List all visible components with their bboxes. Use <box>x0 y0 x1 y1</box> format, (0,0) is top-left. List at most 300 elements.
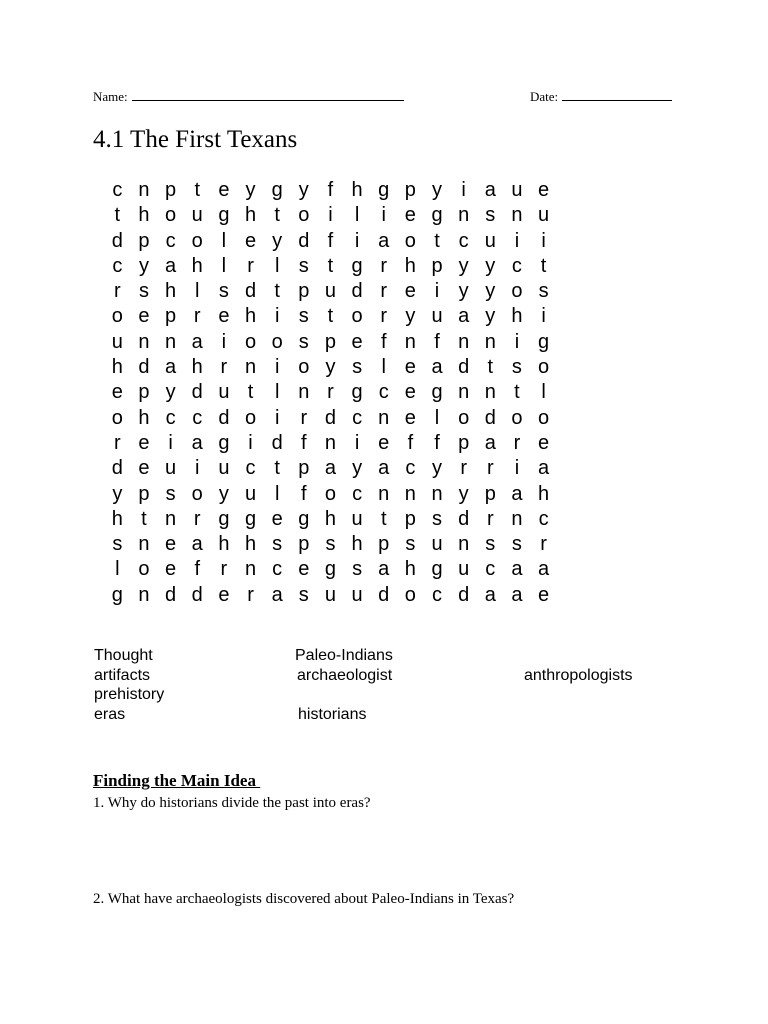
grid-letter: p <box>324 330 336 353</box>
grid-letter: g <box>431 558 443 581</box>
grid-letter: a <box>165 254 177 277</box>
grid-letter: h <box>165 280 177 303</box>
grid-letter: o <box>244 406 257 429</box>
grid-letter: h <box>351 179 363 201</box>
grid-letter: y <box>165 381 176 404</box>
grid-letter: g <box>378 179 390 201</box>
date-row <box>530 88 672 105</box>
grid-letter: y <box>138 254 149 277</box>
grid-letter: y <box>272 229 283 252</box>
grid-letter: s <box>432 507 442 530</box>
grid-letter: i <box>221 330 227 353</box>
grid-letter: s <box>112 533 123 556</box>
grid-letter: a <box>511 558 523 581</box>
grid-letter: a <box>378 229 390 252</box>
grid-letter: y <box>485 280 496 303</box>
grid-letter: s <box>298 305 309 328</box>
grid-row <box>104 456 664 481</box>
grid-letter: r <box>460 457 467 480</box>
grid-letter: g <box>538 330 550 353</box>
grid-row <box>104 406 664 431</box>
grid-letter: c <box>272 558 283 581</box>
grid-letter: t <box>514 381 520 404</box>
grid-letter: r <box>113 280 121 303</box>
grid-letter: p <box>165 179 177 201</box>
grid-letter: h <box>244 533 257 556</box>
grid-letter: d <box>458 356 470 379</box>
grid-letter: g <box>271 179 283 201</box>
grid-letter: o <box>138 558 150 581</box>
grid-letter: a <box>378 457 390 480</box>
grid-letter: e <box>538 179 550 201</box>
grid-letter: l <box>195 280 200 303</box>
grid-letter: i <box>354 229 360 252</box>
grid-letter: y <box>485 305 496 328</box>
grid-letter: o <box>404 229 416 252</box>
grid-letter: i <box>541 229 546 252</box>
grid-letter: f <box>434 330 440 353</box>
grid-letter: r <box>486 457 494 480</box>
grid-letter: s <box>405 533 416 556</box>
grid-letter: h <box>191 254 203 277</box>
grid-letter: u <box>458 558 470 581</box>
grid-letter: c <box>352 406 363 429</box>
grid-row <box>104 330 664 355</box>
grid-letter: r <box>380 254 388 277</box>
grid-letter: r <box>193 507 201 530</box>
grid-letter: r <box>327 381 334 404</box>
grid-letter: a <box>271 583 283 606</box>
grid-letter: l <box>381 356 386 379</box>
grid-letter: i <box>461 179 466 201</box>
page-title: 4.1 The First Texans <box>93 126 298 153</box>
grid-letter: t <box>141 507 147 530</box>
grid-letter: n <box>458 330 470 353</box>
grid-letter: s <box>352 558 363 581</box>
grid-letter: l <box>541 381 546 404</box>
grid-letter: r <box>380 280 388 303</box>
grid-letter: g <box>218 204 230 227</box>
grid-letter: e <box>404 406 416 429</box>
grid-letter: p <box>378 533 390 556</box>
grid-letter: o <box>271 330 283 353</box>
grid-letter: o <box>458 406 470 429</box>
grid-letter: r <box>220 558 228 581</box>
grid-letter: e <box>538 431 550 454</box>
word-bank-item: Paleo-Indians <box>295 647 393 664</box>
grid-letter: c <box>432 583 442 606</box>
grid-row <box>104 279 664 304</box>
grid-letter: d <box>165 583 177 606</box>
grid-letter: i <box>541 305 546 328</box>
grid-letter: y <box>432 179 442 201</box>
grid-letter: p <box>165 305 177 328</box>
grid-letter: p <box>431 254 443 277</box>
grid-letter: s <box>298 254 309 277</box>
grid-letter: a <box>458 305 470 328</box>
grid-letter: n <box>458 204 470 227</box>
grid-letter: i <box>274 356 280 379</box>
grid-letter: n <box>244 558 257 581</box>
question-1: 1. Why do historians divide the past into eras? <box>93 795 371 811</box>
grid-letter: o <box>165 204 177 227</box>
grid-letter: f <box>301 482 307 505</box>
grid-letter: e <box>138 305 150 328</box>
grid-letter: e <box>404 204 416 227</box>
grid-letter: l <box>221 229 227 252</box>
grid-letter: e <box>165 558 177 581</box>
grid-letter: p <box>484 482 496 505</box>
grid-letter: n <box>165 330 177 353</box>
grid-letter: u <box>431 533 443 556</box>
grid-letter: d <box>351 280 363 303</box>
grid-letter: n <box>484 381 496 404</box>
grid-letter: d <box>111 229 123 252</box>
grid-letter: r <box>220 356 228 379</box>
grid-letter: u <box>244 482 257 505</box>
grid-row <box>104 482 664 507</box>
grid-letter: o <box>111 406 123 429</box>
grid-letter: u <box>538 204 550 227</box>
grid-letter: n <box>138 533 150 556</box>
grid-letter: e <box>351 330 363 353</box>
grid-letter: o <box>191 482 203 505</box>
grid-letter: s <box>272 533 283 556</box>
grid-letter: a <box>324 457 336 480</box>
grid-letter: a <box>511 482 523 505</box>
grid-letter: s <box>352 356 363 379</box>
grid-letter: r <box>540 533 547 556</box>
grid-letter: c <box>112 179 123 201</box>
grid-row <box>104 304 664 329</box>
grid-letter: l <box>434 406 440 429</box>
grid-row <box>104 507 664 532</box>
grid-letter: a <box>484 179 496 201</box>
grid-letter: i <box>434 280 440 303</box>
grid-letter: n <box>378 482 390 505</box>
grid-letter: t <box>274 457 280 480</box>
grid-letter: r <box>247 583 254 606</box>
grid-letter: n <box>404 482 416 505</box>
grid-letter: i <box>354 431 360 454</box>
grid-letter: n <box>404 330 416 353</box>
grid-letter: c <box>165 406 176 429</box>
grid-letter: a <box>431 356 443 379</box>
grid-letter: s <box>511 356 522 379</box>
grid-letter: o <box>511 406 523 429</box>
section-heading: Finding the Main Idea <box>93 771 261 790</box>
grid-letter: e <box>378 431 390 454</box>
grid-letter: g <box>111 583 123 606</box>
grid-letter: h <box>324 507 336 530</box>
grid-letter: u <box>351 583 363 606</box>
grid-letter: i <box>328 204 333 227</box>
grid-letter: o <box>111 305 123 328</box>
grid-letter: u <box>165 457 177 480</box>
grid-letter: g <box>298 507 310 530</box>
grid-row <box>104 254 664 279</box>
grid-letter: g <box>324 558 336 581</box>
word-bank-item: archaeologist <box>297 667 393 684</box>
grid-letter: f <box>194 558 201 581</box>
grid-letter: h <box>511 305 523 328</box>
grid-letter: d <box>324 406 336 429</box>
grid-letter: e <box>111 381 123 404</box>
grid-letter: o <box>191 229 203 252</box>
grid-letter: n <box>138 179 150 201</box>
grid-letter: n <box>165 507 177 530</box>
grid-letter: r <box>380 305 388 328</box>
grid-letter: y <box>405 305 416 328</box>
grid-letter: s <box>298 583 309 606</box>
grid-row <box>104 380 664 405</box>
grid-letter: t <box>194 179 201 201</box>
word-bank-item: anthropologists <box>524 667 633 684</box>
grid-letter: r <box>513 431 521 454</box>
grid-letter: s <box>165 482 176 505</box>
grid-letter: d <box>191 583 203 606</box>
grid-letter: o <box>351 305 363 328</box>
grid-letter: c <box>458 229 469 252</box>
grid-letter: n <box>138 583 150 606</box>
grid-letter: t <box>274 280 280 303</box>
grid-letter: g <box>351 254 363 277</box>
grid-letter: s <box>485 533 496 556</box>
grid-letter: c <box>112 254 123 277</box>
grid-letter: f <box>301 431 307 454</box>
grid-letter: h <box>111 507 123 530</box>
grid-letter: p <box>298 457 310 480</box>
grid-letter: d <box>298 229 310 252</box>
grid-letter: h <box>191 356 203 379</box>
grid-letter: o <box>538 356 550 379</box>
grid-letter: c <box>405 457 416 480</box>
grid-letter: r <box>247 254 254 277</box>
grid-letter: t <box>114 204 121 227</box>
grid-letter: o <box>538 406 550 429</box>
grid-letter: u <box>218 381 230 404</box>
grid-letter: a <box>378 558 390 581</box>
grid-letter: e <box>218 583 230 606</box>
grid-letter: e <box>138 431 150 454</box>
grid-letter: p <box>404 179 416 201</box>
grid-letter: d <box>244 280 257 303</box>
grid-letter: e <box>165 533 177 556</box>
grid-letter: l <box>274 381 280 404</box>
grid-letter: d <box>458 507 470 530</box>
grid-letter: c <box>511 254 522 277</box>
word-bank-item: eras <box>94 706 126 723</box>
grid-letter: f <box>327 179 334 201</box>
grid-letter: i <box>248 431 253 454</box>
grid-letter: a <box>191 330 203 353</box>
grid-letter: g <box>351 381 363 404</box>
grid-letter: p <box>298 280 310 303</box>
grid-letter: a <box>484 431 496 454</box>
grid-letter: t <box>274 204 280 227</box>
grid-letter: a <box>165 356 177 379</box>
grid-letter: e <box>218 179 230 201</box>
grid-letter: c <box>485 558 496 581</box>
grid-letter: h <box>138 204 150 227</box>
grid-row <box>104 229 664 254</box>
grid-letter: n <box>511 204 523 227</box>
grid-row <box>104 203 664 228</box>
question-2: 2. What have archaeologists discovered about Paleo-Indians in Texas? <box>93 891 515 907</box>
name-blank-line[interactable] <box>132 88 404 101</box>
grid-letter: n <box>138 330 150 353</box>
grid-letter: t <box>540 254 547 277</box>
grid-letter: a <box>538 558 550 581</box>
grid-letter: e <box>271 507 283 530</box>
grid-letter: i <box>381 204 386 227</box>
grid-letter: n <box>511 507 523 530</box>
grid-letter: d <box>484 406 496 429</box>
grid-letter: i <box>274 406 280 429</box>
grid-letter: p <box>404 507 416 530</box>
grid-letter: a <box>511 583 523 606</box>
grid-letter: l <box>115 558 120 581</box>
grid-letter: i <box>514 330 520 353</box>
grid-letter: e <box>404 381 416 404</box>
grid-letter: u <box>431 305 443 328</box>
grid-letter: a <box>191 533 203 556</box>
grid-letter: g <box>431 204 443 227</box>
grid-letter: t <box>434 229 440 252</box>
grid-letter: f <box>380 330 387 353</box>
grid-row <box>104 178 664 203</box>
grid-letter: r <box>300 406 308 429</box>
grid-letter: y <box>458 482 469 505</box>
date-label: Date: <box>530 89 559 104</box>
grid-letter: u <box>218 457 230 480</box>
grid-letter: y <box>352 457 363 480</box>
grid-letter: y <box>432 457 442 480</box>
grid-letter: r <box>486 507 494 530</box>
date-blank-line[interactable] <box>562 88 672 101</box>
grid-letter: i <box>514 457 520 480</box>
grid-letter: a <box>191 431 203 454</box>
grid-row <box>104 557 664 582</box>
grid-letter: u <box>511 179 523 201</box>
grid-letter: d <box>111 457 123 480</box>
grid-letter: h <box>538 482 550 505</box>
grid-letter: p <box>138 482 150 505</box>
grid-row <box>104 532 664 557</box>
grid-letter: g <box>218 507 230 530</box>
grid-letter: e <box>218 305 230 328</box>
grid-letter: p <box>138 229 150 252</box>
word-search-grid <box>104 178 664 608</box>
grid-letter: o <box>298 356 310 379</box>
grid-letter: g <box>244 507 257 530</box>
grid-letter: i <box>274 305 280 328</box>
grid-letter: a <box>538 457 550 480</box>
grid-letter: t <box>327 305 334 328</box>
grid-letter: y <box>325 356 336 379</box>
grid-letter: i <box>514 229 520 252</box>
grid-letter: n <box>378 406 390 429</box>
grid-letter: y <box>298 179 309 201</box>
grid-letter: d <box>271 431 283 454</box>
grid-letter: u <box>324 280 336 303</box>
grid-letter: u <box>111 330 123 353</box>
grid-letter: l <box>354 204 360 227</box>
grid-letter: u <box>484 229 496 252</box>
grid-letter: d <box>138 356 150 379</box>
grid-letter: u <box>351 507 363 530</box>
word-bank-item: prehistory <box>94 686 165 703</box>
grid-letter: l <box>274 254 280 277</box>
grid-letter: f <box>434 431 440 454</box>
grid-letter: y <box>485 254 496 277</box>
grid-letter: d <box>378 583 390 606</box>
grid-letter: n <box>298 381 310 404</box>
grid-letter: h <box>351 533 363 556</box>
grid-letter: g <box>431 381 443 404</box>
grid-letter: y <box>245 179 256 201</box>
grid-letter: n <box>458 533 470 556</box>
grid-letter: h <box>111 356 123 379</box>
grid-letter: f <box>407 431 414 454</box>
grid-letter: r <box>113 431 121 454</box>
grid-letter: r <box>193 305 201 328</box>
grid-letter: e <box>538 583 550 606</box>
grid-letter: y <box>458 254 469 277</box>
grid-letter: a <box>484 583 496 606</box>
grid-letter: t <box>380 507 387 530</box>
grid-letter: l <box>274 482 280 505</box>
grid-letter: p <box>298 533 310 556</box>
grid-letter: e <box>404 356 416 379</box>
grid-letter: n <box>244 356 257 379</box>
grid-letter: d <box>218 406 230 429</box>
word-bank-item: historians <box>298 706 367 723</box>
grid-letter: n <box>324 431 336 454</box>
grid-letter: n <box>458 381 470 404</box>
grid-letter: o <box>404 583 416 606</box>
grid-letter: p <box>458 431 470 454</box>
grid-letter: c <box>245 457 256 480</box>
grid-letter: h <box>404 254 416 277</box>
grid-letter: s <box>298 330 309 353</box>
grid-letter: y <box>112 482 123 505</box>
name-row <box>93 88 404 105</box>
grid-letter: c <box>538 507 549 530</box>
grid-letter: l <box>221 254 227 277</box>
grid-letter: i <box>195 457 200 480</box>
grid-letter: t <box>487 356 494 379</box>
grid-letter: o <box>511 280 523 303</box>
grid-letter: g <box>218 431 230 454</box>
grid-letter: s <box>538 280 549 303</box>
grid-letter: s <box>218 280 229 303</box>
word-bank-item: artifacts <box>94 667 151 684</box>
grid-letter: e <box>298 558 310 581</box>
grid-letter: o <box>244 330 257 353</box>
grid-letter: t <box>327 254 334 277</box>
grid-letter: d <box>191 381 203 404</box>
grid-letter: c <box>378 381 389 404</box>
grid-letter: s <box>325 533 336 556</box>
grid-letter: s <box>511 533 522 556</box>
word-bank-item: Thought <box>94 647 153 664</box>
grid-letter: u <box>191 204 203 227</box>
grid-letter: d <box>458 583 470 606</box>
grid-letter: e <box>138 457 150 480</box>
grid-letter: s <box>485 204 496 227</box>
grid-letter: n <box>431 482 443 505</box>
